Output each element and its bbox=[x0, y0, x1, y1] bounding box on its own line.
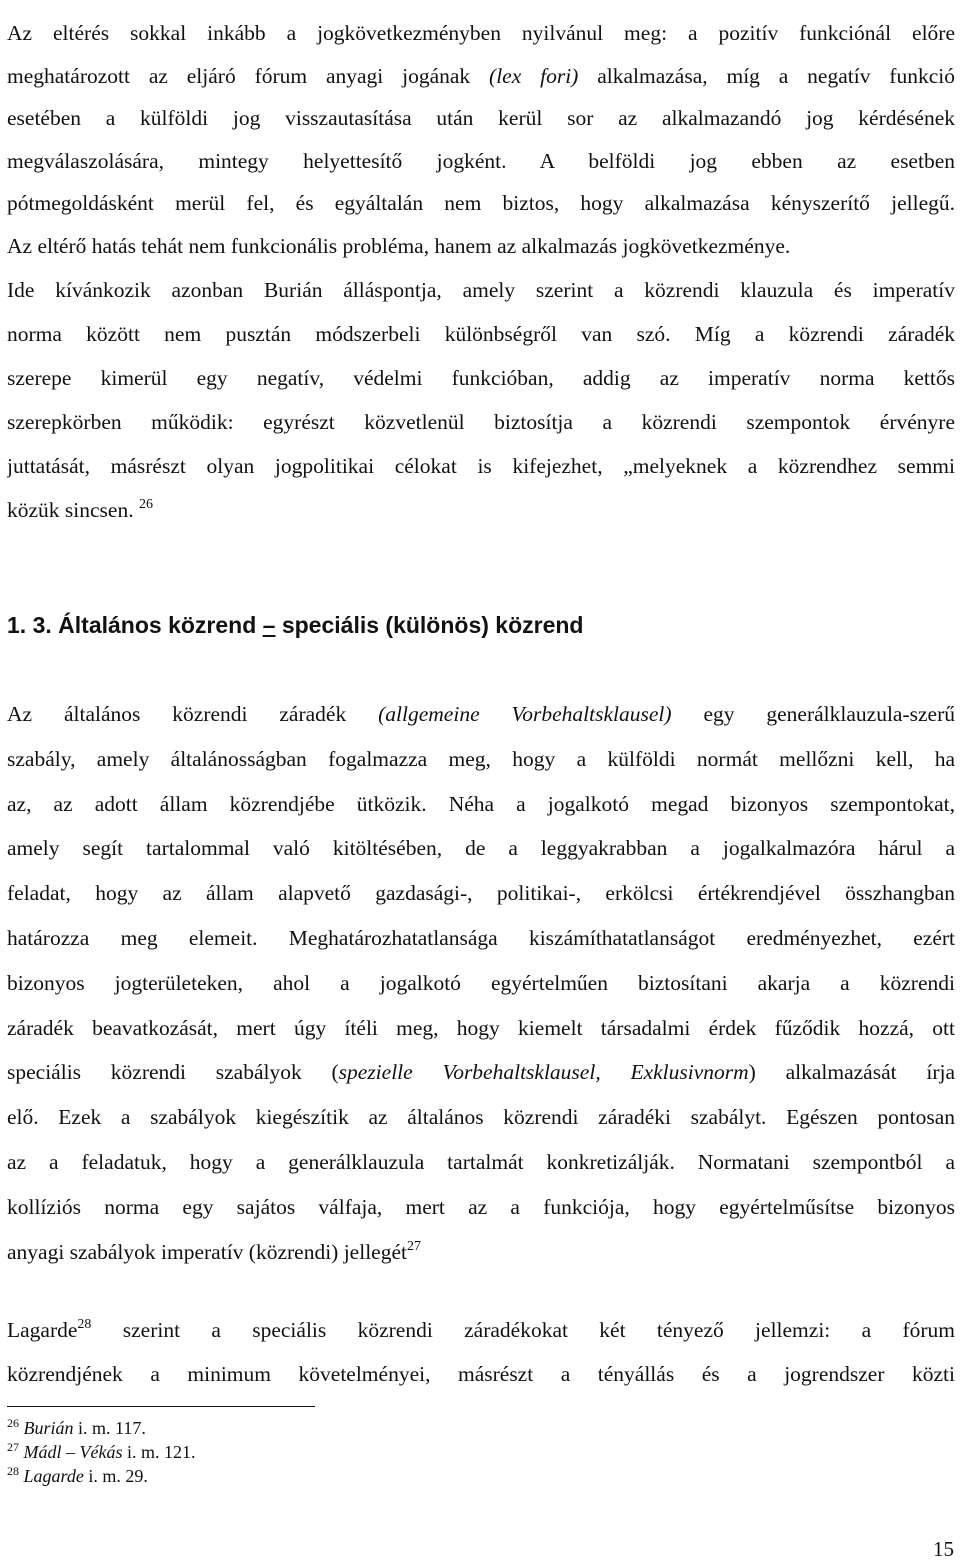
german-term: (allgemeine Vorbehaltsklausel) bbox=[378, 702, 672, 726]
text-line: Az eltérő hatás tehát nem funkcionális probléma, hanem az alkalmazás jogkövetkezménye. bbox=[7, 233, 791, 258]
paragraph-burian bbox=[7, 268, 955, 532]
text-line: megválaszolására, mintegy helyettesítő jogként. A belföldi jog ebben az esetben bbox=[7, 148, 955, 173]
footnote: $^{26}$ Burián i. m. 117. bbox=[7, 1416, 146, 1438]
text-line: szerepkörben működik: egyrészt közvetlenül biztosítja a közrendi szempontok érvényre bbox=[7, 410, 955, 434]
text-line: speciális közrendi szabályok (spezielle Vorbehaltsklausel, Exklusivnorm) alkalmazását írja bbox=[7, 1060, 955, 1085]
text-line: szabály, amely általánosságban fogalmazza meg, hogy a külföldi normát mellőzni kell, ha bbox=[7, 746, 955, 771]
text-line: anyagi szabályok imperatív (közrendi) jellegét$^{27}$ bbox=[7, 1238, 421, 1264]
text-line: határozza meg elemeit. Meghatározhatatlansága kiszámíthatatlanságot eredményezhet, ezért bbox=[7, 925, 955, 950]
text-line: közük sincsen. $^{26}$ bbox=[7, 497, 153, 522]
german-term: spezielle Vorbehaltsklausel, Exklusivnorm bbox=[338, 1060, 749, 1085]
text-line: meghatározott az eljáró fórum anyagi jogának (lex fori) alkalmazása, míg a negatív funkció bbox=[7, 63, 955, 88]
text-line: közrendjének a minimum követelményei, másrészt a tényállás és a jogrendszer közti bbox=[7, 1362, 955, 1386]
text-line: szerepe kimerül egy negatív, védelmi funkcióban, addig az imperatív norma kettős bbox=[7, 366, 955, 390]
text-line: elő. Ezek a szabályok kiegészítik az általános közrendi záradéki szabályt. Egészen pontosan bbox=[7, 1105, 955, 1130]
text-line: Az általános közrendi záradék (allgemeine Vorbehaltsklausel) egy generálklauzula-szerű bbox=[7, 702, 955, 726]
footnote: $^{28}$ Lagarde i. m. 29. bbox=[7, 1464, 148, 1486]
text-line: az a feladatuk, hogy a generálklauzula tartalmát konkretizálják. Normatani szempontból a bbox=[7, 1149, 955, 1174]
text-line: esetében a külföldi jog visszautasítása után kerül sor az alkalmazandó jog kérdésének bbox=[7, 106, 955, 131]
text-line: pótmegoldásként merül fel, és egyáltalán nem biztos, hogy alkalmazása kényszerítő jellegű. bbox=[7, 191, 955, 216]
text-line: záradék beavatkozását, mert úgy ítéli meg, hogy kiemelt társadalmi érdek fűződik hozzá, ott bbox=[7, 1015, 955, 1040]
paragraph-general-public-order bbox=[7, 692, 955, 1274]
text-line: kollíziós norma egy sajátos válfaja, mert az a funkciója, hogy egyértelműsítse bizonyos bbox=[7, 1194, 955, 1219]
paragraph-lagarde bbox=[7, 1308, 955, 1396]
latin-term: (lex fori) bbox=[489, 63, 579, 88]
text-line: Ide kívánkozik azonban Burián álláspontja, amely szerint a közrendi klauzula és imperatív bbox=[7, 278, 955, 302]
footnote-separator bbox=[7, 1406, 315, 1407]
footnotes bbox=[7, 1416, 196, 1488]
footnote: $^{27}$ Mádl – Vékás i. m. 121. bbox=[7, 1440, 196, 1462]
footnote-ref[interactable]: 26 bbox=[138, 497, 153, 512]
text-line: juttatását, másrészt olyan jogpolitikai célokat is kifejezhet, „melyeknek a közrendhez semmi bbox=[7, 454, 955, 478]
footnote-ref[interactable]: 28 bbox=[77, 1317, 92, 1332]
text-line: feladat, hogy az állam alapvető gazdasági-, politikai-, erkölcsi értékrendjével összhangban bbox=[7, 881, 955, 906]
page-number: 15 bbox=[933, 1537, 954, 1561]
section-heading: 1. 3. Általános közrend – speciális (különös) közrend bbox=[7, 612, 584, 638]
paragraph-positive-negative-function bbox=[7, 12, 955, 268]
text-line: az, az adott állam közrendjébe ütközik. Néha a jogalkotó megad bizonyos szempontokat, bbox=[7, 791, 955, 816]
text-line: norma között nem pusztán módszerbeli különbségről van szó. Míg a közrendi záradék bbox=[7, 322, 955, 346]
footnote-ref[interactable]: 27 bbox=[406, 1238, 421, 1254]
text-line: amely segít tartalommal való kitöltésében, de a leggyakrabban a jogalkalmazóra hárul a bbox=[7, 836, 955, 861]
text-line: bizonyos jogterületeken, ahol a jogalkotó egyértelműen biztosítani akarja a közrendi bbox=[7, 970, 955, 995]
text-line: Lagarde$^{28}$ szerint a speciális közrendi záradékokat két tényező jellemzi: a fórum bbox=[7, 1317, 955, 1342]
text-line: Az eltérés sokkal inkább a jogkövetkezményben nyilvánul meg: a pozitív funkciónál előre bbox=[7, 21, 955, 45]
